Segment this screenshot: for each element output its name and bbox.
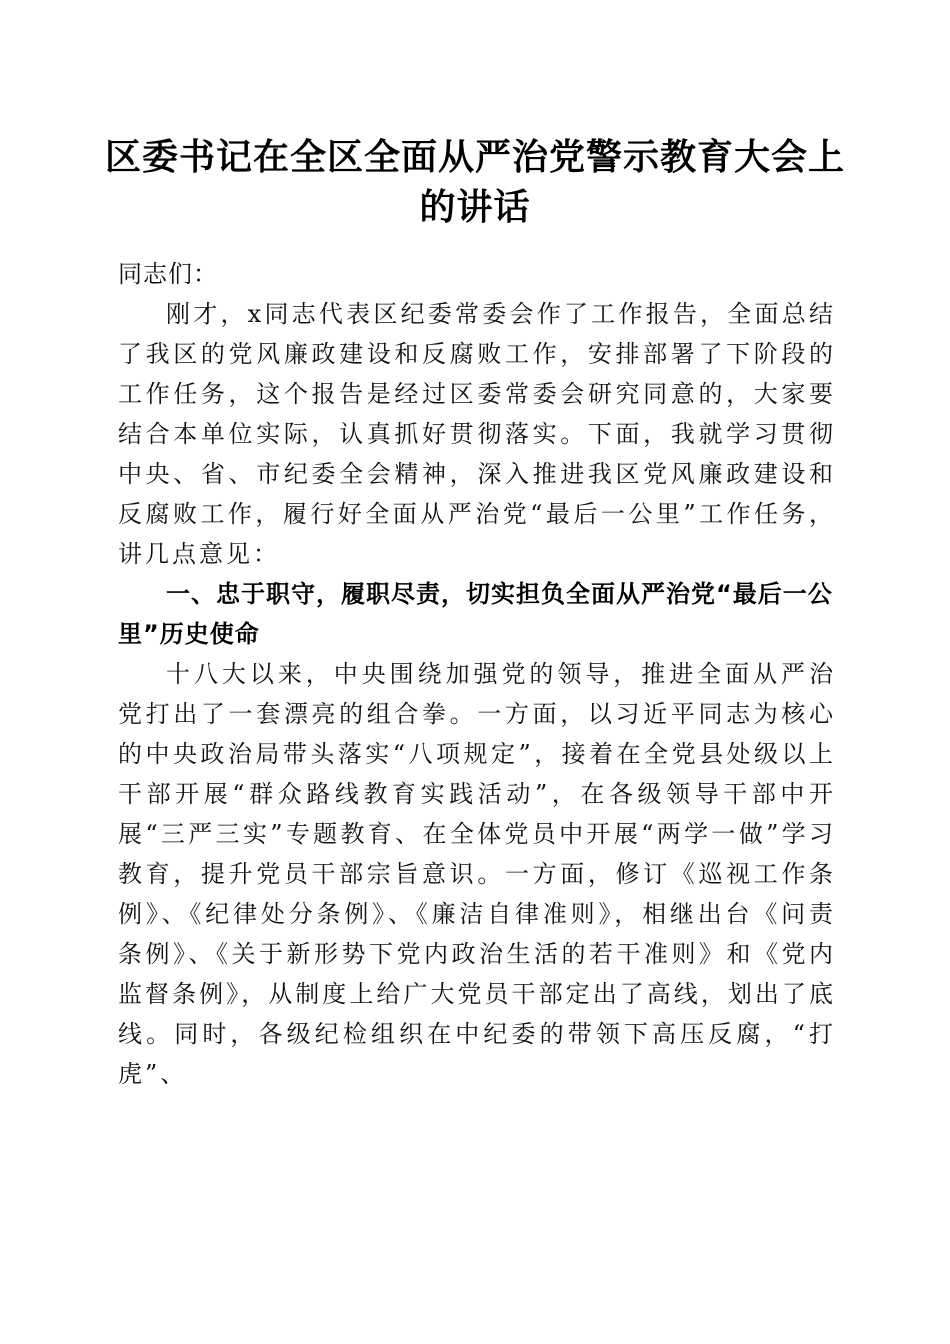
section-paragraph: 十八大以来，中央围绕加强党的领导，推进全面从严治党打出了一套漂亮的组合拳。一方面，以习近平同志为核心的中央政治局带头落实“八项规定”，接着在全党县处级以上干部开展“群众路线教育实践活动”，在各级领导干部中开展“三严三实”专题教育、在全体党员中开展“两学一做”学习教育，提升党员干部宗旨意识。一方面，修订《巡视工作条例》、《纪律处分条例》、《廉洁自律准则》，相继出台《问责条例》、《关于新形势下党内政治生活的若干准则》和《党内监督条例》，从制度上给广大党员干部定出了高线，划出了底线。同时，各级纪检组织在中纪委的带领下高压反腐，“打虎”、 (118, 660, 836, 1088)
opening-paragraph: 刚才，x同志代表区纪委常委会作了工作报告，全面总结了我区的党风廉政建设和反腐败工作，安排部署了下阶段的工作任务，这个报告是经过区委常委会研究同意的，大家要结合本单位实际，认真抓好贯彻落实。下面，我就学习贯彻中央、省、市纪委全会精神，深入推进我区党风廉政建设和反腐败工作，履行好全面从严治党“最后一公里”工作任务，讲几点意见： (118, 300, 836, 568)
salutation: 同志们： (118, 260, 218, 288)
document-body (118, 254, 836, 1094)
section-heading: 一、忠于职守，履职尽责，切实担负全面从严治党“最后一公里”历史使命 (118, 580, 833, 648)
document-title: 区委书记在全区全面从严治党警示教育大会上的讲话 (104, 136, 845, 228)
